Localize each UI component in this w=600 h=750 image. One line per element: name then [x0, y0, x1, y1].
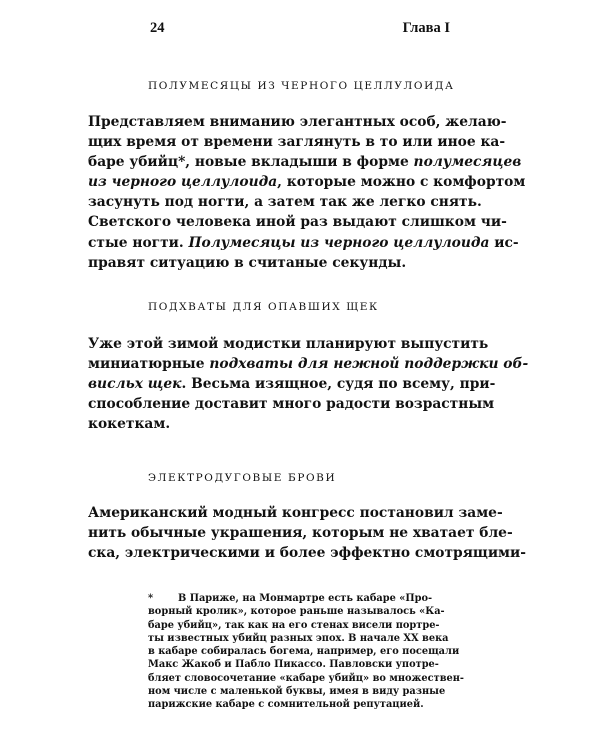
text-run: способление доставит много радости возрастным — [88, 396, 495, 413]
text-line — [88, 354, 529, 374]
text-line — [88, 543, 526, 563]
text-line — [88, 374, 496, 394]
text-run: стые ногти. — [88, 234, 189, 251]
text-run: засунуть под ногти, а затем так же легко снять. — [88, 194, 482, 211]
text-run: , которые можно с комфортом — [277, 174, 526, 191]
text-line — [88, 233, 519, 253]
text-run: Светского человека иной раз выдают слишком чи- — [88, 214, 507, 231]
footnote-line: в кабаре собиралась богема, например, его посещали — [148, 646, 460, 658]
text-run: ис- — [489, 234, 519, 251]
text-line — [88, 334, 489, 354]
text-run: миниатюрные — [88, 356, 210, 373]
footnote-line — [148, 592, 448, 605]
text-run: Американский модный конгресс постановил заме- — [88, 505, 503, 521]
text-line — [88, 503, 503, 523]
section-title-electric-brows: ЭЛЕКТРОДУГОВЫЕ БРОВИ — [148, 472, 337, 484]
text-line — [88, 394, 495, 414]
text-line — [88, 152, 522, 172]
text-line — [88, 523, 513, 543]
footnote — [148, 592, 464, 712]
text-line — [88, 192, 482, 212]
section-body-electric-brows — [88, 503, 526, 563]
footnote-line: ном числе с маленькой буквы, имея в виду разные — [148, 686, 446, 698]
footnote-marker: * — [148, 593, 154, 604]
italic-run: висльх щек — [88, 376, 182, 393]
footnote-line: ворный кролик», которое раньше называлось «Ка- — [148, 606, 445, 618]
footnote-line: парижские кабаре с сомнительной репутацией. — [148, 699, 424, 711]
footnote-line: бляет словосочетание «кабаре убийц» во множествен- — [148, 672, 464, 684]
text-line — [88, 132, 506, 152]
text-run: . Весьма изящное, судя по всему, при- — [181, 376, 496, 393]
text-run: нить обычные украшения, которым не хватает бле- — [88, 525, 513, 542]
text-run: Представляем вниманию элегантных особ, желаю- — [88, 114, 507, 130]
italic-run: подхваты для нежной поддержки об- — [209, 356, 529, 373]
footnote-line: баре убийц», так как на его стенах висели портре- — [148, 619, 440, 631]
footnote-text: В Париже, на Монмартре есть кабаре «Про- — [178, 593, 433, 604]
text-run: Уже этой зимой модистки планируют выпустить — [88, 336, 489, 352]
section-body-cheek-lifts — [88, 334, 529, 434]
text-run: баре убийц*, новые вкладыши в форме — [88, 154, 414, 171]
section-title-crescents: ПОЛУМЕСЯЦЫ ИЗ ЧЕРНОГО ЦЕЛЛУЛОИДА — [148, 80, 455, 92]
italic-run: из черного целлулоида — [88, 174, 278, 191]
footnote-line: ты известных убийц разных эпох. В начале XX века — [148, 632, 449, 644]
italic-run: Полумесяцы из черного целлулоида — [188, 234, 490, 251]
text-line — [88, 253, 464, 273]
page-number: 24 — [150, 20, 165, 36]
text-run: правят ситуацию в считаные секунды. — [88, 254, 407, 271]
italic-run: полумесяцев — [413, 154, 522, 171]
section-title-cheek-lifts: ПОДХВАТЫ ДЛЯ ОПАВШИХ ЩЕК — [148, 301, 379, 313]
running-header — [150, 20, 450, 40]
text-line — [88, 172, 526, 192]
chapter-title: Глава I — [402, 20, 450, 36]
text-line — [88, 112, 507, 132]
text-line — [88, 212, 507, 232]
text-line — [88, 414, 464, 434]
section-body-crescents — [88, 112, 526, 273]
text-run: щих время от времени заглянуть в то или иное ка- — [88, 134, 506, 151]
text-run: кокеткам. — [88, 416, 171, 433]
footnote-line: Макс Жакоб и Пабло Пикассо. Павловски употре- — [148, 659, 439, 671]
text-run: ска, электрическими и более эффектно смотрящими- — [88, 545, 526, 562]
